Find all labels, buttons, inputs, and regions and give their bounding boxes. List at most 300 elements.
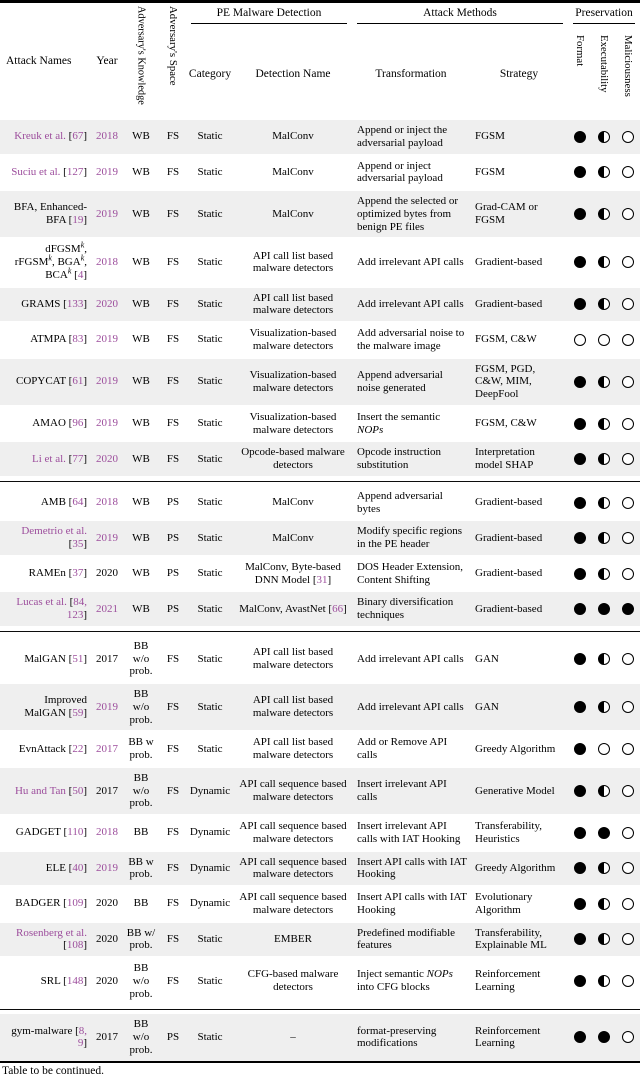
cell-transformation: Add irrelevant API calls bbox=[352, 635, 470, 683]
cell-attack-name: AMB [64] bbox=[0, 485, 92, 521]
table-row bbox=[0, 238, 640, 286]
cell-year: 2017 bbox=[92, 635, 122, 683]
table-row bbox=[0, 322, 640, 358]
cell-format-preservation bbox=[568, 441, 592, 476]
cell-executability-preservation bbox=[592, 957, 616, 1004]
cell-strategy: FGSM, C&W bbox=[470, 406, 568, 442]
citation-link[interactable]: 2019 bbox=[96, 207, 118, 220]
mark-full-icon bbox=[574, 453, 586, 465]
cell-transformation: Inject semantic NOPs into CFG blocks bbox=[352, 957, 470, 1004]
citation-link[interactable]: 2021 bbox=[96, 602, 118, 615]
cell-year: 2020 bbox=[92, 556, 122, 592]
cell-adversarys-knowledge: WB bbox=[122, 591, 160, 626]
mark-full-icon bbox=[574, 1031, 586, 1043]
cell-attack-name: Demetrio et al. [35] bbox=[0, 520, 92, 556]
cell-detection-name: MalConv, Byte-based DNN Model [31] bbox=[234, 556, 352, 592]
cell-attack-name: RAMEn [37] bbox=[0, 556, 92, 592]
cell-transformation: Predefined modifiable features bbox=[352, 922, 470, 958]
mark-full-icon bbox=[574, 497, 586, 509]
cell-attack-name: Rosenberg et al. [108] bbox=[0, 922, 92, 958]
cell-format-preservation bbox=[568, 635, 592, 683]
table-row bbox=[0, 358, 640, 406]
citation-link[interactable]: 2017 bbox=[96, 742, 118, 755]
cell-maliciousness-preservation bbox=[616, 190, 640, 238]
cell-transformation: Add adversarial noise to the malware image bbox=[352, 322, 470, 358]
mark-half-icon bbox=[598, 568, 610, 580]
cell-adversarys-knowledge: WB bbox=[122, 322, 160, 358]
mark-full-icon bbox=[574, 568, 586, 580]
cell-maliciousness-preservation bbox=[616, 1013, 640, 1061]
cell-adversarys-knowledge: WB bbox=[122, 441, 160, 476]
cell-transformation: Insert API calls with IAT Hooking bbox=[352, 851, 470, 887]
citation-link[interactable]: Li et al. bbox=[32, 452, 69, 465]
cell-format-preservation bbox=[568, 190, 592, 238]
cell-maliciousness-preservation bbox=[616, 957, 640, 1004]
cell-transformation: Binary diversification techniques bbox=[352, 591, 470, 626]
citation-link[interactable]: 19 bbox=[72, 214, 84, 227]
cell-strategy: FGSM bbox=[470, 119, 568, 155]
cell-adversarys-space: FS bbox=[160, 815, 186, 851]
cell-transformation: Append adversarial bytes bbox=[352, 485, 470, 521]
cell-category: Static bbox=[186, 322, 234, 358]
mark-empty-icon bbox=[622, 653, 634, 665]
mark-half-icon bbox=[598, 653, 610, 665]
mark-empty-icon bbox=[574, 334, 586, 346]
cell-detection-name: Visualization-based malware detectors bbox=[234, 406, 352, 442]
cell-format-preservation bbox=[568, 683, 592, 731]
citation-link[interactable]: 2020 bbox=[96, 452, 118, 465]
cell-maliciousness-preservation bbox=[616, 238, 640, 286]
cell-category: Static bbox=[186, 957, 234, 1004]
mark-full-icon bbox=[574, 208, 586, 220]
cell-strategy: Gradient-based bbox=[470, 287, 568, 323]
cell-year bbox=[92, 683, 122, 731]
cell-adversarys-space: FS bbox=[160, 922, 186, 958]
cell-adversarys-space: PS bbox=[160, 556, 186, 592]
cell-maliciousness-preservation bbox=[616, 731, 640, 767]
cell-transformation: Insert irrelevant API calls bbox=[352, 767, 470, 815]
table-row bbox=[0, 886, 640, 922]
citation-link[interactable]: Demetrio et al. bbox=[21, 525, 87, 538]
cell-category: Static bbox=[186, 485, 234, 521]
citation-link[interactable]: Rosenberg et al. bbox=[16, 926, 87, 939]
header-adversarys-space: Adversary's Space bbox=[167, 6, 179, 86]
cell-adversarys-space: PS bbox=[160, 591, 186, 626]
cell-format-preservation bbox=[568, 767, 592, 815]
header-format: Format bbox=[574, 35, 586, 67]
cell-adversarys-knowledge: BB bbox=[122, 886, 160, 922]
cell-executability-preservation bbox=[592, 406, 616, 442]
mark-empty-icon bbox=[622, 743, 634, 755]
citation-link[interactable]: 2019 bbox=[96, 531, 118, 544]
table-row bbox=[0, 635, 640, 683]
table-row bbox=[0, 287, 640, 323]
cell-detection-name: MalConv bbox=[234, 520, 352, 556]
mark-empty-icon bbox=[622, 701, 634, 713]
cell-category: Static bbox=[186, 119, 234, 155]
cell-detection-name: API call list based malware detectors bbox=[234, 635, 352, 683]
cell-strategy: Gradient-based bbox=[470, 556, 568, 592]
citation-link[interactable]: 50 bbox=[72, 784, 84, 797]
cell-adversarys-knowledge: WB bbox=[122, 520, 160, 556]
mark-full-icon bbox=[574, 532, 586, 544]
table-row bbox=[0, 683, 640, 731]
citation-link[interactable]: 8, 9 bbox=[77, 1024, 87, 1050]
mark-half-icon bbox=[598, 376, 610, 388]
citation-link[interactable]: 2020 bbox=[96, 297, 118, 310]
cell-adversarys-knowledge: BB w/o prob. bbox=[122, 957, 160, 1004]
cell-category: Static bbox=[186, 1013, 234, 1061]
cell-maliciousness-preservation bbox=[616, 287, 640, 323]
header-year: Year bbox=[96, 54, 118, 67]
cell-format-preservation bbox=[568, 591, 592, 626]
cell-category: Static bbox=[186, 683, 234, 731]
cell-transformation: Insert irrelevant API calls with IAT Hooking bbox=[352, 815, 470, 851]
citation-link[interactable]: 2018 bbox=[96, 256, 118, 268]
cell-adversarys-knowledge: WB bbox=[122, 238, 160, 286]
mark-full-icon bbox=[598, 1031, 610, 1043]
cell-attack-name: AMAO [96] bbox=[0, 406, 92, 442]
citation-link[interactable]: 2019 bbox=[96, 375, 118, 388]
cell-adversarys-knowledge: BB w/ prob. bbox=[122, 922, 160, 958]
cell-year bbox=[92, 520, 122, 556]
cell-format-preservation bbox=[568, 957, 592, 1004]
mark-empty-icon bbox=[622, 1031, 634, 1043]
cell-executability-preservation bbox=[592, 851, 616, 887]
cell-strategy: Gradient-based bbox=[470, 520, 568, 556]
cell-detection-name: MalConv bbox=[234, 485, 352, 521]
cell-maliciousness-preservation bbox=[616, 815, 640, 851]
cell-category: Static bbox=[186, 441, 234, 476]
cell-format-preservation bbox=[568, 520, 592, 556]
mark-empty-icon bbox=[622, 376, 634, 388]
cell-adversarys-knowledge: BB w/o prob. bbox=[122, 635, 160, 683]
cell-executability-preservation bbox=[592, 767, 616, 815]
cell-transformation: Insert the semantic NOPs bbox=[352, 406, 470, 442]
cell-attack-name: MalGAN [51] bbox=[0, 635, 92, 683]
cell-strategy: GAN bbox=[470, 683, 568, 731]
table-row bbox=[0, 556, 640, 592]
cell-transformation: DOS Header Extension, Content Shifting bbox=[352, 556, 470, 592]
cell-adversarys-knowledge: BB w prob. bbox=[122, 851, 160, 887]
cell-maliciousness-preservation bbox=[616, 851, 640, 887]
header-detection-name: Detection Name bbox=[255, 67, 331, 80]
cell-attack-name: GADGET [110] bbox=[0, 815, 92, 851]
cell-format-preservation bbox=[568, 815, 592, 851]
citation-link[interactable]: 2018 bbox=[96, 826, 118, 839]
cell-year bbox=[92, 591, 122, 626]
citation-link[interactable]: 96 bbox=[72, 417, 84, 430]
table-row bbox=[0, 520, 640, 556]
cell-executability-preservation bbox=[592, 441, 616, 476]
citation-link[interactable]: 37 bbox=[72, 567, 84, 580]
cell-attack-name: gym-malware [8, 9] bbox=[0, 1013, 92, 1061]
cell-maliciousness-preservation bbox=[616, 322, 640, 358]
mark-empty-icon bbox=[622, 298, 634, 310]
citation-link[interactable]: 108 bbox=[66, 939, 84, 952]
cell-strategy: Grad-CAM or FGSM bbox=[470, 190, 568, 238]
cell-detection-name: API call sequence based malware detectors bbox=[234, 851, 352, 887]
citation-link[interactable]: 61 bbox=[72, 375, 84, 388]
citation-link[interactable]: 31 bbox=[316, 573, 328, 586]
cell-detection-name: MalConv bbox=[234, 119, 352, 155]
citation-link[interactable]: 2018 bbox=[96, 496, 118, 509]
citation-link[interactable]: 66 bbox=[332, 602, 344, 615]
cell-year bbox=[92, 358, 122, 406]
mark-full-icon bbox=[574, 376, 586, 388]
mark-full-icon bbox=[574, 653, 586, 665]
citation-link[interactable]: 59 bbox=[72, 707, 84, 720]
cell-format-preservation bbox=[568, 119, 592, 155]
cell-attack-name: COPYCAT [61] bbox=[0, 358, 92, 406]
cell-adversarys-space: PS bbox=[160, 520, 186, 556]
cell-detection-name: MalConv, AvastNet [66] bbox=[234, 591, 352, 626]
cell-format-preservation bbox=[568, 358, 592, 406]
mark-empty-icon bbox=[622, 975, 634, 987]
citation-link[interactable]: Hu and Tan bbox=[14, 784, 69, 797]
cell-executability-preservation bbox=[592, 155, 616, 191]
mark-empty-icon bbox=[622, 862, 634, 874]
cell-category: Dynamic bbox=[186, 767, 234, 815]
citation-link[interactable]: 2019 bbox=[96, 417, 118, 430]
cell-category: Static bbox=[186, 358, 234, 406]
mark-half-icon bbox=[598, 701, 610, 713]
citation-link[interactable]: 84, 123 bbox=[66, 596, 87, 621]
cell-adversarys-space: FS bbox=[160, 886, 186, 922]
section-separator bbox=[0, 1004, 640, 1013]
cell-adversarys-space: FS bbox=[160, 957, 186, 1004]
mark-half-icon bbox=[598, 497, 610, 509]
citation-link[interactable]: 77 bbox=[72, 452, 84, 465]
mark-empty-icon bbox=[622, 933, 634, 945]
cell-maliciousness-preservation bbox=[616, 922, 640, 958]
cell-adversarys-space: FS bbox=[160, 635, 186, 683]
citation-link[interactable]: 51 bbox=[72, 652, 84, 665]
mark-half-icon bbox=[598, 975, 610, 987]
header-group-preservation: Preservation bbox=[568, 2, 640, 30]
cell-adversarys-knowledge: BB w/o prob. bbox=[122, 683, 160, 731]
citation-link[interactable]: 2018 bbox=[96, 130, 118, 143]
cell-executability-preservation bbox=[592, 322, 616, 358]
cell-detection-name: API call list based malware detectors bbox=[234, 238, 352, 286]
table-row bbox=[0, 406, 640, 442]
header-maliciousness: Maliciousness bbox=[622, 35, 635, 97]
cell-executability-preservation bbox=[592, 119, 616, 155]
cell-attack-name: Suciu et al. [127] bbox=[0, 155, 92, 191]
citation-link[interactable]: 40 bbox=[72, 861, 84, 874]
mark-half-icon bbox=[598, 862, 610, 874]
cell-detection-name: API call list based malware detectors bbox=[234, 287, 352, 323]
cell-executability-preservation bbox=[592, 591, 616, 626]
cell-transformation: Add irrelevant API calls bbox=[352, 683, 470, 731]
citation-link[interactable]: 67 bbox=[72, 130, 84, 143]
cell-adversarys-knowledge: WB bbox=[122, 190, 160, 238]
mark-full-icon bbox=[574, 256, 586, 268]
cell-executability-preservation bbox=[592, 190, 616, 238]
mark-full-icon bbox=[574, 862, 586, 874]
cell-adversarys-space: FS bbox=[160, 767, 186, 815]
citation-link[interactable]: 35 bbox=[72, 538, 84, 550]
mark-empty-icon bbox=[598, 334, 610, 346]
citation-link[interactable]: 110 bbox=[67, 826, 84, 839]
cell-executability-preservation bbox=[592, 238, 616, 286]
cell-strategy: Evolutionary Algorithm bbox=[470, 886, 568, 922]
cell-format-preservation bbox=[568, 556, 592, 592]
cell-year bbox=[92, 731, 122, 767]
cell-executability-preservation bbox=[592, 683, 616, 731]
cell-adversarys-space: FS bbox=[160, 731, 186, 767]
cell-executability-preservation bbox=[592, 485, 616, 521]
cell-detection-name: API call sequence based malware detectors bbox=[234, 767, 352, 815]
citation-link[interactable]: Suciu et al. bbox=[11, 165, 64, 178]
cell-category: Static bbox=[186, 190, 234, 238]
citation-link[interactable]: 2019 bbox=[96, 700, 118, 713]
cell-maliciousness-preservation bbox=[616, 683, 640, 731]
cell-transformation: Append adversarial noise generated bbox=[352, 358, 470, 406]
mark-half-icon bbox=[598, 532, 610, 544]
citation-link[interactable]: 109 bbox=[66, 897, 84, 910]
cell-adversarys-space: PS bbox=[160, 485, 186, 521]
table-row bbox=[0, 485, 640, 521]
cell-strategy: Generative Model bbox=[470, 767, 568, 815]
cell-category: Static bbox=[186, 406, 234, 442]
cell-attack-name: ELE [40] bbox=[0, 851, 92, 887]
header-transformation: Transformation bbox=[375, 67, 447, 80]
cell-adversarys-knowledge: BB w prob. bbox=[122, 731, 160, 767]
cell-maliciousness-preservation bbox=[616, 520, 640, 556]
mark-empty-icon bbox=[622, 568, 634, 580]
mark-full-icon bbox=[574, 743, 586, 755]
cell-strategy: Reinforcement Learning bbox=[470, 957, 568, 1004]
cell-detection-name: Opcode-based malware detectors bbox=[234, 441, 352, 476]
cell-maliciousness-preservation bbox=[616, 591, 640, 626]
cell-adversarys-knowledge: WB bbox=[122, 485, 160, 521]
cell-category: Static bbox=[186, 591, 234, 626]
cell-adversarys-space: PS bbox=[160, 1013, 186, 1061]
cell-maliciousness-preservation bbox=[616, 556, 640, 592]
cell-attack-name: Hu and Tan [50] bbox=[0, 767, 92, 815]
cell-adversarys-knowledge: BB w/o prob. bbox=[122, 1013, 160, 1061]
cell-adversarys-space: FS bbox=[160, 287, 186, 323]
cell-executability-preservation bbox=[592, 731, 616, 767]
cell-adversarys-knowledge: WB bbox=[122, 406, 160, 442]
cell-detection-name: Visualization-based malware detectors bbox=[234, 358, 352, 406]
cell-strategy: FGSM bbox=[470, 155, 568, 191]
citation-link[interactable]: 2019 bbox=[96, 165, 118, 178]
cell-maliciousness-preservation bbox=[616, 119, 640, 155]
mark-full-icon bbox=[574, 701, 586, 713]
cell-year bbox=[92, 119, 122, 155]
section-separator bbox=[0, 476, 640, 485]
section-separator bbox=[0, 626, 640, 635]
table-row bbox=[0, 441, 640, 476]
mark-full-icon bbox=[574, 418, 586, 430]
cell-category: Static bbox=[186, 287, 234, 323]
table-row bbox=[0, 119, 640, 155]
cell-category: Static bbox=[186, 520, 234, 556]
cell-attack-name: Improved MalGAN [59] bbox=[0, 683, 92, 731]
cell-strategy: GAN bbox=[470, 635, 568, 683]
cell-detection-name: API call sequence based malware detectors bbox=[234, 886, 352, 922]
cell-adversarys-space: FS bbox=[160, 190, 186, 238]
cell-executability-preservation bbox=[592, 922, 616, 958]
cell-format-preservation bbox=[568, 238, 592, 286]
cell-adversarys-knowledge: WB bbox=[122, 155, 160, 191]
cell-strategy: Gradient-based bbox=[470, 485, 568, 521]
cell-adversarys-knowledge: WB bbox=[122, 358, 160, 406]
cell-adversarys-space: FS bbox=[160, 119, 186, 155]
table-row bbox=[0, 155, 640, 191]
citation-link[interactable]: 133 bbox=[66, 297, 84, 310]
citation-link[interactable]: 2019 bbox=[96, 861, 118, 874]
cell-category: Static bbox=[186, 731, 234, 767]
mark-empty-icon bbox=[622, 131, 634, 143]
mark-empty-icon bbox=[622, 334, 634, 346]
cell-adversarys-space: FS bbox=[160, 406, 186, 442]
citation-link[interactable]: 22 bbox=[72, 742, 84, 755]
mark-full-icon bbox=[574, 933, 586, 945]
cell-executability-preservation bbox=[592, 358, 616, 406]
citation-link[interactable]: 4 bbox=[77, 268, 84, 281]
cell-year bbox=[92, 815, 122, 851]
table-header bbox=[0, 2, 640, 120]
cell-detection-name: MalConv bbox=[234, 190, 352, 238]
cell-attack-name: GRAMS [133] bbox=[0, 287, 92, 323]
citation-link[interactable]: Lucas et al. bbox=[16, 596, 70, 609]
mark-half-icon bbox=[598, 418, 610, 430]
mark-empty-icon bbox=[622, 785, 634, 797]
table-row bbox=[0, 922, 640, 958]
cell-detection-name: CFG-based malware detectors bbox=[234, 957, 352, 1004]
cell-transformation: Add irrelevant API calls bbox=[352, 238, 470, 286]
mark-half-icon bbox=[598, 453, 610, 465]
cell-transformation: Opcode instruction substitution bbox=[352, 441, 470, 476]
cell-category: Static bbox=[186, 922, 234, 958]
mark-full-icon bbox=[574, 827, 586, 839]
citation-link[interactable]: 148 bbox=[66, 974, 84, 987]
cell-detection-name: API call list based malware detectors bbox=[234, 683, 352, 731]
mark-empty-icon bbox=[622, 898, 634, 910]
citation-link[interactable]: 64 bbox=[72, 496, 84, 509]
cell-adversarys-space: FS bbox=[160, 358, 186, 406]
cell-year: 2020 bbox=[92, 922, 122, 958]
table-row bbox=[0, 767, 640, 815]
cell-format-preservation bbox=[568, 731, 592, 767]
citation-link[interactable]: Kreuk et al. bbox=[14, 130, 69, 143]
mark-half-icon bbox=[598, 208, 610, 220]
table-row bbox=[0, 815, 640, 851]
mark-half-icon bbox=[598, 898, 610, 910]
mark-half-icon bbox=[598, 298, 610, 310]
mark-full-icon bbox=[598, 603, 610, 615]
cell-format-preservation bbox=[568, 922, 592, 958]
cell-executability-preservation bbox=[592, 635, 616, 683]
cell-adversarys-space: FS bbox=[160, 851, 186, 887]
citation-link[interactable]: 2019 bbox=[96, 333, 118, 346]
cell-adversarys-knowledge: BB w/o prob. bbox=[122, 767, 160, 815]
cell-maliciousness-preservation bbox=[616, 441, 640, 476]
cell-adversarys-space: FS bbox=[160, 683, 186, 731]
citation-link[interactable]: 83 bbox=[72, 333, 84, 346]
cell-attack-name: Li et al. [77] bbox=[0, 441, 92, 476]
citation-link[interactable]: 127 bbox=[66, 165, 84, 178]
cell-attack-name: BFA, Enhanced-BFA [19] bbox=[0, 190, 92, 238]
table-row bbox=[0, 731, 640, 767]
table-row bbox=[0, 851, 640, 887]
mark-full-icon bbox=[574, 298, 586, 310]
cell-transformation: Add irrelevant API calls bbox=[352, 287, 470, 323]
table-row bbox=[0, 957, 640, 1004]
